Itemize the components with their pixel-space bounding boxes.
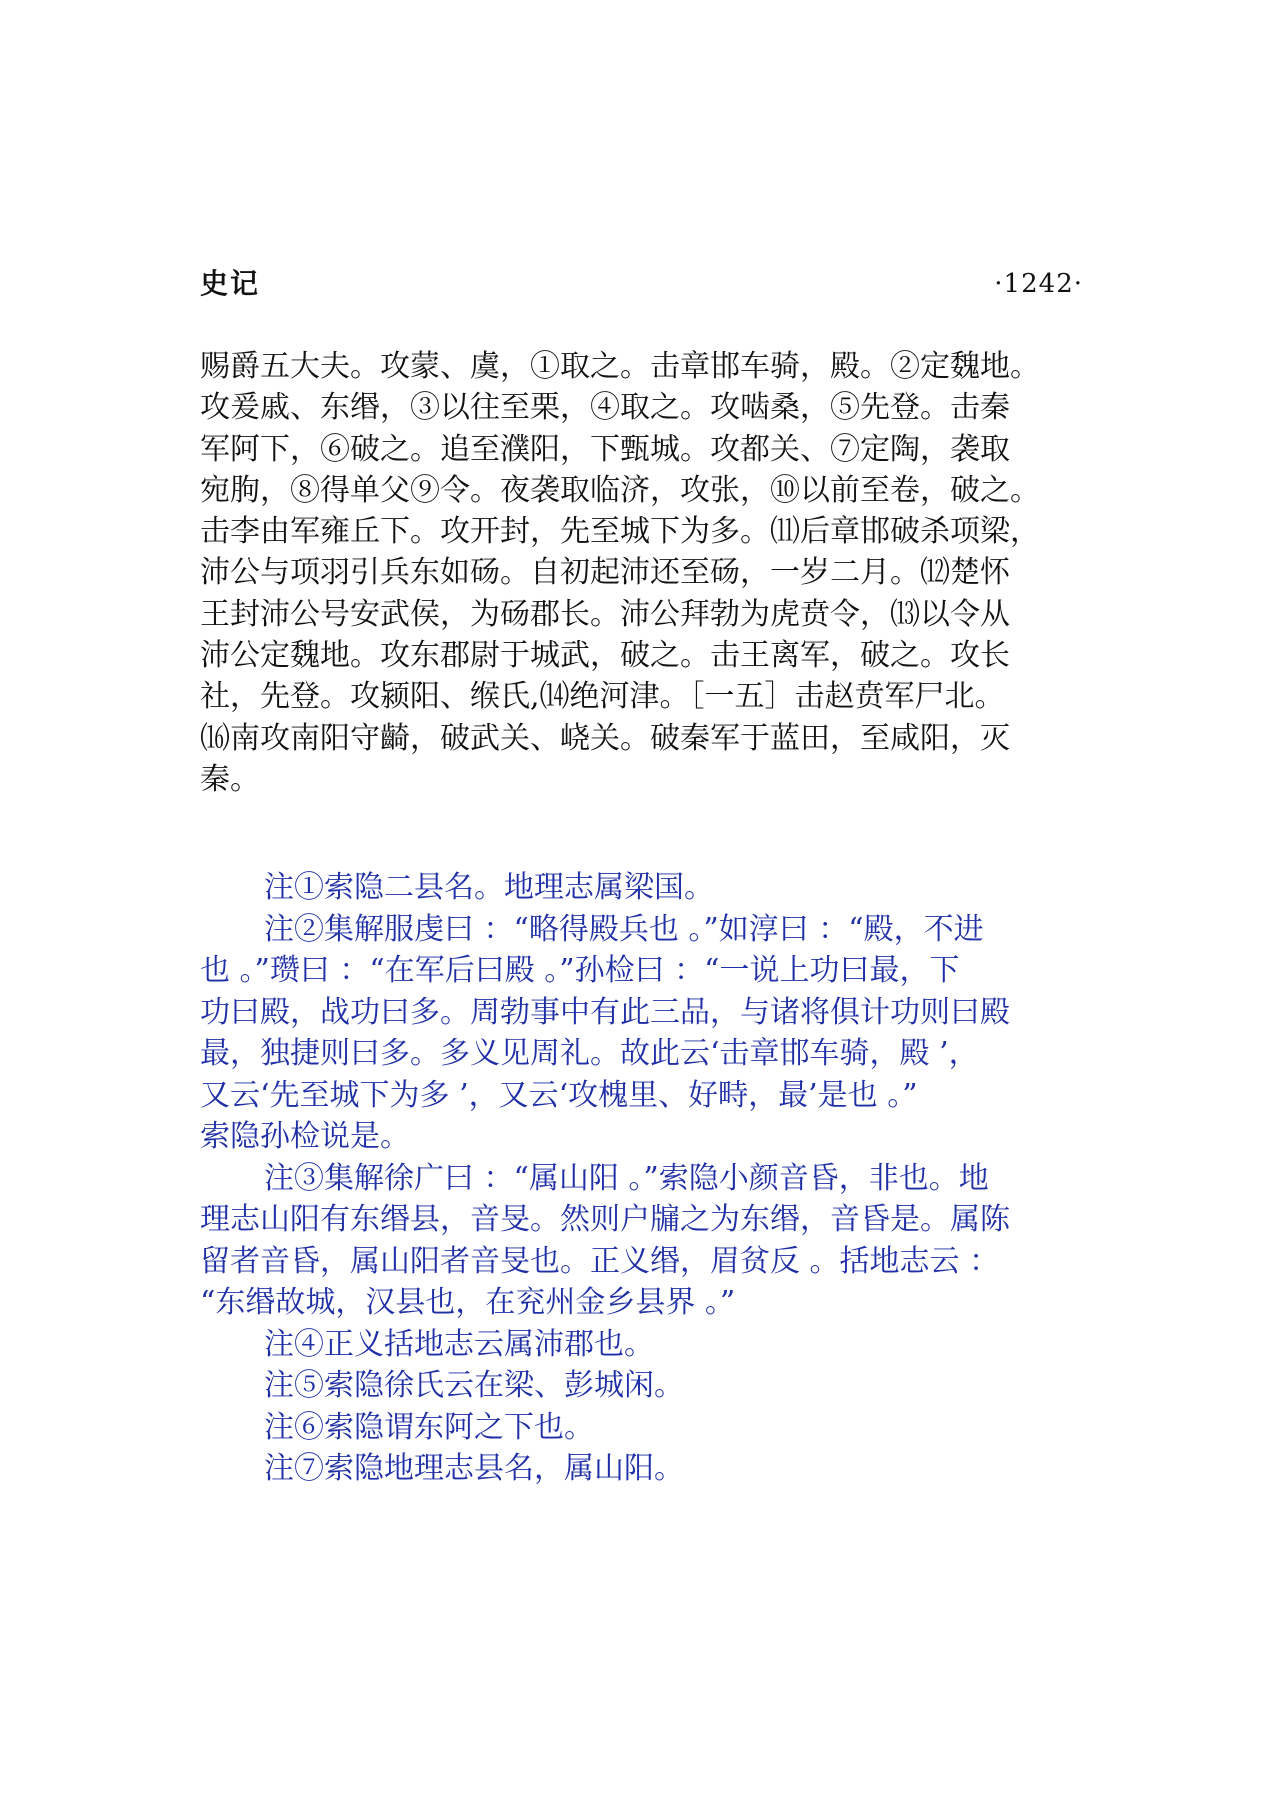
main-text-line: 击李由军雍丘下。攻开封，先至城下为多。⑾后章邯破杀项梁，	[200, 514, 1040, 550]
note-line: 理志山阳有东缗县，音旻。然则户牖之为东缗，音昏是。属陈	[200, 1202, 1010, 1237]
main-text-line: ⒃南攻南阳守齮，破武关、峣关。破秦军于蓝田，至咸阳，灭	[200, 720, 1010, 756]
book-title: 史记	[200, 267, 261, 300]
note-line: 注③集解徐广曰 ：“属山阳 。”索隐小颜音昏，非也。地	[264, 1160, 989, 1196]
main-text-line: 沛公与项羽引兵东如砀。自初起沛还至砀，一岁二月。⑿楚怀	[200, 555, 1010, 591]
main-text-line: 王封沛公号安武侯，为砀郡长。沛公拜勃为虎贲令，⒀以令从	[200, 596, 1010, 632]
note-line: 索隐孙检说是。	[200, 1119, 410, 1154]
main-text-line: 赐爵五大夫。攻蒙、虞，①取之。击章邯车骑，殿。②定魏地。	[200, 349, 1040, 384]
main-text-line: 社，先登。攻颍阳、缑氏,⒁绝河津。［一五］击赵贲军尸北。	[200, 679, 1005, 715]
note-line: 最，独捷则曰多。多义见周礼。故此云‘击章邯车骑，殿 ’，	[200, 1036, 979, 1071]
note-line: 注⑥索隐谓东阿之下也。	[264, 1409, 594, 1445]
notes-section	[200, 867, 1120, 1490]
page-number: ·1242·	[994, 269, 1083, 299]
note-line: 又云‘先至城下为多 ’，又云‘攻槐里、好畤，最’是也 。”	[200, 1077, 918, 1113]
note-line: 注①索隐二县名。地理志属梁国。	[264, 870, 714, 905]
note-line: 留者音昏，属山阳者音旻也。正义缗，眉贫反 。括地志云 ：	[200, 1243, 1000, 1279]
page-header	[200, 264, 1083, 304]
note-line: 也 。”瓒曰 ：“在军后曰殿 。”孙检曰 ：“一说上功曰最，下	[200, 953, 960, 988]
note-line: 注②集解服虔曰 ：“略得殿兵也 。”如淳曰 ：“殿，不进	[264, 911, 984, 947]
main-text	[200, 346, 1120, 800]
note-line: “东缗故城，汉县也，在兖州金乡县界 。”	[200, 1285, 736, 1320]
note-line: 注⑦索隐地理志县名，属山阳。	[264, 1451, 684, 1486]
note-line: 注④正义括地志云属沛郡也。	[264, 1326, 654, 1362]
main-text-line: 宛朐，⑧得单父⑨令。夜袭取临济，攻张，⑩以前至卷，破之。	[200, 472, 1040, 508]
note-line: 注⑤索隐徐氏云在梁、彭城闲。	[264, 1368, 684, 1403]
main-text-line: 军阿下，⑥破之。追至濮阳，下甄城。攻都关、⑦定陶，袭取	[200, 431, 1010, 467]
main-text-line: 攻爰戚、东缗，③以往至栗，④取之。攻啮桑，⑤先登。击秦	[200, 390, 1010, 426]
main-text-line: 沛公定魏地。攻东郡尉于城武，破之。击王离军，破之。攻长	[200, 638, 1010, 674]
note-line: 功曰殿，战功曰多。周勃事中有此三品，与诸将俱计功则曰殿	[200, 994, 1010, 1030]
main-text-line: 秦。	[200, 761, 260, 797]
